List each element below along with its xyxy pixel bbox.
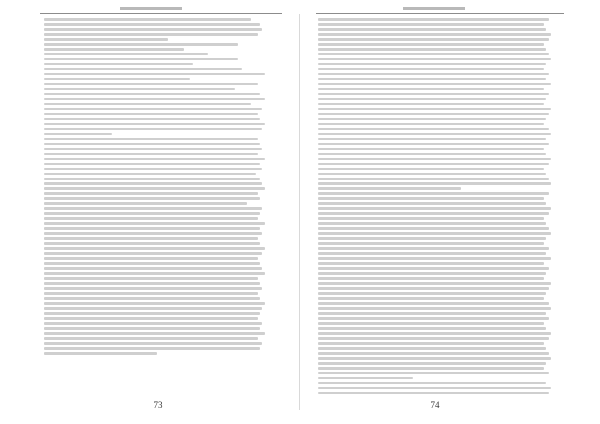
text-line bbox=[318, 53, 549, 56]
text-line bbox=[44, 73, 265, 76]
text-line bbox=[318, 262, 544, 265]
text-line bbox=[44, 78, 190, 81]
text-line bbox=[318, 88, 544, 91]
text-line bbox=[318, 332, 551, 335]
text-line bbox=[44, 58, 238, 61]
text-line bbox=[318, 48, 546, 51]
text-line bbox=[318, 168, 544, 171]
text-line bbox=[44, 322, 262, 325]
text-line bbox=[318, 148, 544, 151]
text-line bbox=[318, 18, 549, 21]
text-line bbox=[44, 292, 258, 295]
text-line bbox=[318, 227, 549, 230]
text-line bbox=[44, 108, 262, 111]
text-line bbox=[318, 58, 551, 61]
page-number: 73 bbox=[153, 400, 163, 410]
text-line bbox=[44, 118, 260, 121]
page-number: 74 bbox=[430, 400, 440, 410]
text-line bbox=[44, 48, 184, 51]
text-line bbox=[318, 128, 549, 131]
text-line bbox=[318, 242, 544, 245]
text-line bbox=[44, 133, 112, 136]
text-line bbox=[318, 307, 551, 310]
text-line bbox=[44, 347, 260, 350]
text-line bbox=[44, 202, 247, 205]
text-line bbox=[44, 98, 265, 101]
text-line bbox=[318, 138, 546, 141]
text-line bbox=[44, 352, 157, 355]
text-line bbox=[44, 128, 262, 131]
text-line bbox=[44, 88, 235, 91]
text-line bbox=[44, 143, 260, 146]
text-line bbox=[318, 252, 546, 255]
text-line bbox=[318, 123, 544, 126]
text-line bbox=[44, 43, 238, 46]
text-line bbox=[318, 277, 544, 280]
text-line bbox=[44, 307, 262, 310]
text-line bbox=[318, 153, 546, 156]
header-rule bbox=[40, 13, 282, 14]
text-line bbox=[44, 28, 262, 31]
text-line bbox=[44, 247, 265, 250]
text-line bbox=[318, 237, 546, 240]
text-line bbox=[318, 158, 551, 161]
text-line bbox=[318, 257, 551, 260]
text-line bbox=[44, 327, 260, 330]
text-line bbox=[318, 392, 549, 395]
text-line bbox=[44, 282, 260, 285]
text-line bbox=[44, 93, 260, 96]
text-line bbox=[318, 342, 544, 345]
text-line bbox=[318, 133, 551, 136]
text-line bbox=[44, 123, 265, 126]
text-line bbox=[318, 327, 546, 330]
text-line bbox=[44, 237, 258, 240]
text-line bbox=[44, 297, 260, 300]
text-line bbox=[318, 267, 549, 270]
text-line bbox=[44, 222, 265, 225]
text-line bbox=[318, 272, 546, 275]
text-line bbox=[44, 272, 265, 275]
text-line bbox=[318, 357, 551, 360]
text-line bbox=[44, 38, 168, 41]
text-line bbox=[44, 148, 262, 151]
text-line bbox=[44, 187, 265, 190]
text-line bbox=[44, 217, 258, 220]
text-line bbox=[44, 53, 208, 56]
body-text bbox=[44, 18, 269, 357]
text-line bbox=[44, 257, 258, 260]
text-line bbox=[44, 18, 251, 21]
text-line bbox=[318, 68, 544, 71]
text-line bbox=[318, 322, 544, 325]
text-line bbox=[318, 317, 549, 320]
text-line bbox=[318, 372, 549, 375]
text-line bbox=[44, 227, 260, 230]
text-line bbox=[318, 63, 546, 66]
text-line bbox=[318, 387, 551, 390]
text-line bbox=[44, 163, 260, 166]
text-line bbox=[318, 297, 544, 300]
text-line bbox=[44, 317, 258, 320]
text-line bbox=[44, 168, 262, 171]
text-line bbox=[318, 247, 549, 250]
text-line bbox=[318, 28, 546, 31]
text-line bbox=[44, 138, 258, 141]
text-line bbox=[44, 287, 262, 290]
text-line bbox=[44, 267, 262, 270]
text-line bbox=[44, 103, 251, 106]
text-line bbox=[318, 43, 544, 46]
text-line bbox=[44, 337, 258, 340]
text-line bbox=[44, 173, 256, 176]
text-line bbox=[318, 292, 546, 295]
text-line bbox=[318, 178, 549, 181]
text-line bbox=[318, 222, 546, 225]
text-line bbox=[318, 352, 549, 355]
text-line bbox=[44, 332, 265, 335]
text-line bbox=[44, 212, 260, 215]
right-page bbox=[300, 0, 600, 424]
text-line bbox=[44, 83, 258, 86]
text-line bbox=[44, 113, 258, 116]
text-line bbox=[318, 382, 546, 385]
text-line bbox=[44, 192, 258, 195]
text-line bbox=[318, 287, 549, 290]
text-line bbox=[44, 232, 262, 235]
header-rule bbox=[316, 13, 564, 14]
text-line bbox=[318, 217, 544, 220]
text-line bbox=[318, 108, 551, 111]
text-line bbox=[318, 367, 544, 370]
text-line bbox=[318, 377, 413, 380]
text-line bbox=[318, 98, 546, 101]
text-line bbox=[318, 23, 544, 26]
text-line bbox=[318, 347, 546, 350]
running-header bbox=[403, 5, 465, 11]
text-line bbox=[318, 143, 549, 146]
text-line bbox=[44, 207, 262, 210]
text-line bbox=[318, 302, 549, 305]
text-line bbox=[44, 197, 260, 200]
text-line bbox=[44, 252, 262, 255]
text-line bbox=[44, 33, 258, 36]
text-line bbox=[44, 312, 260, 315]
text-line bbox=[44, 277, 258, 280]
text-line bbox=[318, 78, 546, 81]
text-line bbox=[318, 38, 549, 41]
text-line bbox=[318, 362, 546, 365]
text-line bbox=[318, 232, 551, 235]
text-line bbox=[44, 262, 260, 265]
text-line bbox=[318, 113, 549, 116]
text-line bbox=[318, 187, 461, 190]
text-line bbox=[44, 153, 258, 156]
text-line bbox=[318, 207, 551, 210]
text-line bbox=[318, 312, 546, 315]
body-text bbox=[318, 18, 556, 397]
text-line bbox=[318, 337, 549, 340]
text-line bbox=[318, 83, 551, 86]
text-line bbox=[318, 33, 551, 36]
text-line bbox=[318, 93, 549, 96]
text-line bbox=[44, 158, 265, 161]
running-header bbox=[120, 5, 182, 11]
text-line bbox=[318, 73, 549, 76]
text-line bbox=[44, 302, 265, 305]
text-line bbox=[44, 68, 242, 71]
text-line bbox=[44, 242, 260, 245]
text-line bbox=[318, 118, 546, 121]
text-line bbox=[318, 163, 549, 166]
text-line bbox=[318, 212, 549, 215]
text-line bbox=[44, 178, 260, 181]
text-line bbox=[318, 182, 551, 185]
text-line bbox=[318, 103, 544, 106]
text-line bbox=[44, 63, 193, 66]
text-line bbox=[318, 173, 546, 176]
text-line bbox=[318, 192, 549, 195]
text-line bbox=[44, 182, 262, 185]
text-line bbox=[318, 202, 546, 205]
text-line bbox=[318, 197, 544, 200]
text-line bbox=[318, 282, 551, 285]
text-line bbox=[44, 23, 260, 26]
text-line bbox=[44, 342, 262, 345]
